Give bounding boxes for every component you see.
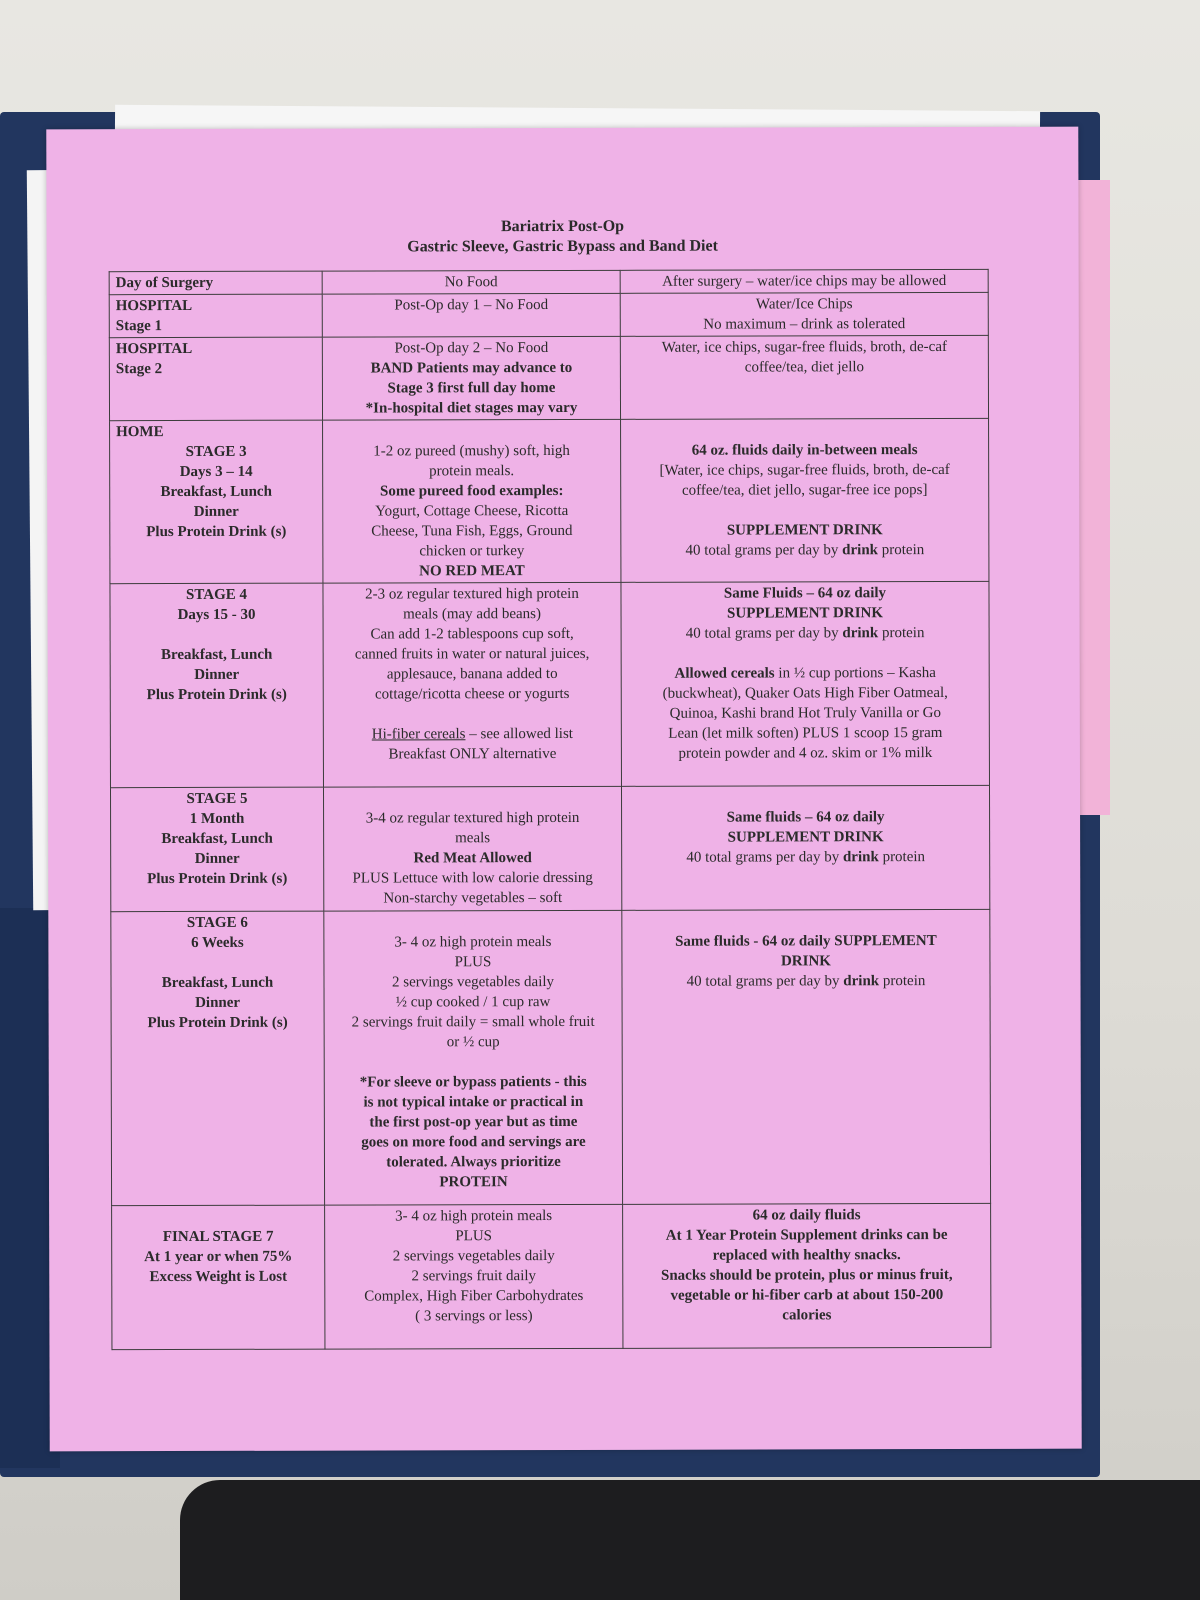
stage-cell: FINAL STAGE 7 At 1 year or when 75% Excess Weight is Lost — [112, 1205, 325, 1350]
food-cell: 3- 4 oz high protein meals PLUS 2 servings vegetables daily 2 servings fruit daily Complex, High Fiber Carbohydrates ( 3 servings or less) — [325, 1204, 623, 1349]
stage-cell: HOME STAGE 3 Days 3 – 14 Breakfast, Lunch Dinner Plus Protein Drink (s) — [110, 420, 323, 584]
fluids-cell: Water/Ice Chips No maximum – drink as tolerated — [620, 292, 988, 336]
stage-cell: STAGE 4 Days 15 - 30 Breakfast, Lunch Dinner Plus Protein Drink (s) — [110, 583, 324, 788]
stage-cell: HOSPITAL Stage 2 — [109, 337, 322, 421]
fluids-cell: Same fluids – 64 oz daily SUPPLEMENT DRINK 40 total grams per day by drink protein — [621, 785, 989, 910]
table-row — [111, 909, 991, 1205]
food-cell: Post-Op day 1 – No Food — [322, 293, 620, 337]
table-row — [110, 418, 989, 583]
food-cell: 3- 4 oz high protein meals PLUS 2 servings vegetables daily ½ cup cooked / 1 cup raw 2 servings fruit daily = small whole fruit or ½ cup *For sleeve or bypass patients - this is not typical intake or practical in the first post-op year but as time goes on more food and servings are tolerated. Always prioritize PROTEIN — [324, 910, 623, 1205]
document-subtitle: Gastric Sleeve, Gastric Bypass and Band Diet — [407, 237, 718, 256]
food-cell: Post-Op day 2 – No Food BAND Patients may advance to Stage 3 first full day home *In-hospital diet stages may vary — [322, 336, 620, 420]
fluids-cell: After surgery – water/ice chips may be allowed — [620, 269, 988, 293]
fluids-cell: Water, ice chips, sugar-free fluids, broth, de-caf coffee/tea, diet jello — [620, 335, 988, 419]
diet-stages-table — [109, 269, 992, 1350]
food-cell: 1-2 oz pureed (mushy) soft, high protein meals. Some pureed food examples: Yogurt, Cottage Cheese, Ricotta Cheese, Tuna Fish, Eggs, Ground chicken or turkey NO RED MEAT — [323, 419, 621, 583]
food-cell: 2-3 oz regular textured high protein meals (may add beans) Can add 1-2 tablespoons cup soft, canned fruits in water or natural juices, applesauce, banana added to cottage/ricotta cheese or yogurts Hi-fiber cereals – see allowed list Breakfast ONLY alternative — [323, 582, 622, 787]
document-title: Bariatrix Post-Op — [500, 217, 625, 236]
food-cell: No Food — [322, 270, 620, 294]
stage-cell: STAGE 6 6 Weeks Breakfast, Lunch Dinner Plus Protein Drink (s) — [111, 911, 325, 1206]
fluids-cell: Same Fluids – 64 oz daily SUPPLEMENT DRINK 40 total grams per day by drink protein Allowed cereals in ½ cup portions – Kasha (buckwheat), Quaker Oats High Fiber Oatmeal, Quinoa, Kashi brand Hot Truly Vanilla or Go Lean (let milk soften) PLUS 1 scoop 15 gram protein powder and 4 oz. skim or 1% milk — [621, 581, 990, 786]
diet-handout — [46, 127, 1081, 1452]
table-row — [109, 335, 988, 420]
stage-cell: Day of Surgery — [109, 271, 322, 295]
food-cell: 3-4 oz regular textured high protein meals Red Meat Allowed PLUS Lettuce with low calorie dressing Non-starchy vegetables – soft — [323, 786, 621, 911]
fluids-cell: Same fluids - 64 oz daily SUPPLEMENT DRINK 40 total grams per day by drink protein — [622, 909, 991, 1204]
fluids-cell: 64 oz. fluids daily in-between meals [Water, ice chips, sugar-free fluids, broth, de-caf coffee/tea, diet jello, sugar-free ice pops] SUPPLEMENT DRINK 40 total grams per day by drink protein — [621, 418, 989, 582]
table-row — [110, 581, 990, 787]
stage-cell: STAGE 5 1 Month Breakfast, Lunch Dinner Plus Protein Drink (s) — [110, 787, 323, 912]
table-row — [112, 1203, 991, 1349]
stage-cell: HOSPITAL Stage 1 — [109, 294, 322, 338]
table-row — [110, 785, 989, 911]
dark-foreground-object — [180, 1480, 1200, 1600]
table-row — [109, 269, 988, 294]
table-row — [109, 292, 988, 337]
fluids-cell: 64 oz daily fluids At 1 Year Protein Supplement drinks can be replaced with healthy snacks. Snacks should be protein, plus or minus fruit, vegetable or hi-fiber carb at about 150-200 calories — [623, 1203, 991, 1348]
